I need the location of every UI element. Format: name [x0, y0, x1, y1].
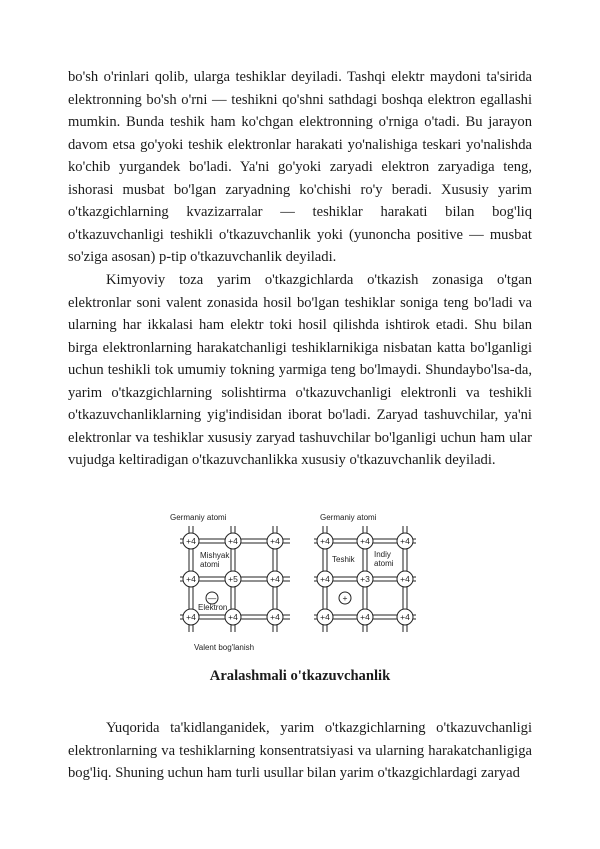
mishyak-label-2: atomi [200, 560, 220, 569]
atom-label: +4 [186, 536, 196, 546]
electron-label: Elektron [198, 603, 228, 612]
lattice-figure [160, 512, 420, 658]
indium-label-2: atomi [374, 559, 394, 568]
electron-symbol: — [207, 593, 217, 603]
valent-bond-label: Valent bog'lanish [194, 643, 255, 652]
mishyak-label-1: Mishyak [200, 551, 230, 560]
atom-label: +4 [400, 536, 410, 546]
atom-label: +4 [360, 536, 370, 546]
atom-label: +4 [270, 574, 280, 584]
arsenic-atom-label: +5 [228, 574, 238, 584]
atom-label: +4 [186, 574, 196, 584]
atom-label: +4 [270, 536, 280, 546]
right-top-label: Germaniy atomi [320, 513, 377, 522]
atom-label: +4 [360, 612, 370, 622]
atom-label: +4 [400, 612, 410, 622]
atom-label: +4 [320, 612, 330, 622]
indium-atom-label: +3 [360, 574, 370, 584]
p-type-atoms [317, 533, 413, 625]
paragraph-3: Yuqorida ta'kidlanganidek, yarim o'tkazgichlarning o'tkazuvchanligi elektronlarning va teshiklarning konsentratsiyasi va ularning harakatchanligiga bog'liq. Shuning uchun ham turli usullar bilan yarim o'tkazgichlardagi zaryad [68, 720, 532, 781]
atom-label: +4 [320, 536, 330, 546]
hole-symbol: + [342, 593, 348, 603]
paragraph-1: bo'sh o'rinlari qolib, ularga teshiklar deyiladi. Tashqi elektr maydoni ta'sirida elektronning bo'sh o'rni — teshikni qo'shni sathdagi boshqa elektron egallashi mumkin. Bunda teshik ham ko'chgan elektronning o'rniga o'tadi. Bu jarayon davom etsa go'yoki teshik elektronlar harakati yo'nalishiga teskari yo'nalishda ko'chib yurgandek bo'ladi. Ya'ni go'yoki zaryadi elektron zaryadiga teng, ishorasi musbat bo'lgan zaryadning ko'chishi ro'y beradi. Xususiy yarim o'tkazgichlarning kvazizarralar — teshiklar harakati bilan bog'liq o'tkazuvchanligi teshikli o'tkazuvchanlik yoki (yunoncha positive — musbat so'ziga asosan) p-tip o'tkazuvchanlik deyiladi. [68, 69, 532, 265]
lattice-diagrams [160, 512, 420, 658]
left-top-label: Germaniy atomi [170, 513, 227, 522]
indium-label-1: Indiy [374, 550, 391, 559]
atom-label: +4 [228, 536, 238, 546]
hole-label: Teshik [332, 555, 355, 564]
atom-label: +4 [186, 612, 196, 622]
atom-label: +4 [270, 612, 280, 622]
atom-label: +4 [400, 574, 410, 584]
atom-label: +4 [228, 612, 238, 622]
atom-label: +4 [320, 574, 330, 584]
paragraph-2: Kimyoviy toza yarim o'tkazgichlarda o'tkazish zonasiga o'tgan elektronlar soni valent zonasida hosil bo'lgan teshiklar soniga teng bo'ladi va ularning har ikkalasi ham elektr toki hosil qilishda ishtirok etadi. Shu bilan birga elektronlarning harakatchanligi teshiklarnikiga nisbatan katta bo'lganligi uchun teshikli tok umumiy tokning yarmiga teng bo'lmaydi. Shundaybo'lsa-da, yarim o'tkazgichlarning solishtirma o'tkazuvchanligi elektronli va teshikli o'tkazuvchanliklarning yig'indisidan iborat bo'ladi. Zaryad tashuvchilar, ya'ni elektronlar va teshiklar xususiy zaryad tashuvchilar bo'lganligi uchun ham ular vujudga keltiradigan o'tkazuvchanlikka xususiy o'tkazuvchanlik deyiladi. [68, 272, 532, 468]
figure-caption: Aralashmali o'tkazuvchanlik [209, 668, 391, 684]
